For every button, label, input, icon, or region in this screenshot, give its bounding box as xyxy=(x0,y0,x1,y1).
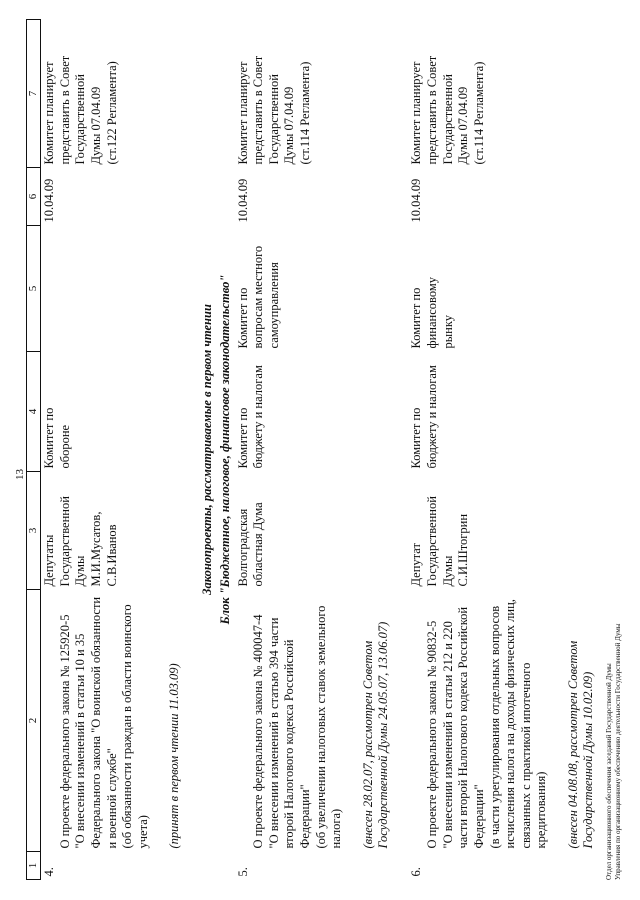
bill-cell xyxy=(235,590,409,852)
co-committee-cell: Комитет по вопросам местного самоуправления xyxy=(235,245,281,349)
page-number: 13 xyxy=(14,469,26,480)
table-row xyxy=(408,20,613,880)
column-number: 7 xyxy=(27,20,41,168)
co-committee-cell: Комитет по финансовому рынку xyxy=(409,276,455,349)
committee-cell: Комитет по бюджету и налогам xyxy=(235,365,266,469)
comment-cell: Комитет планирует представить в Совет Государственной Думы 07.04.09 (ст.114 Регламента) xyxy=(409,55,486,165)
column-number: 1 xyxy=(27,852,41,880)
column-number: 6 xyxy=(27,168,41,226)
table-row xyxy=(235,20,409,880)
footer xyxy=(605,624,623,880)
date-cell: 10.04.09 xyxy=(235,178,250,223)
column-number: 4 xyxy=(27,352,41,472)
table-row xyxy=(41,20,200,880)
bill-note: (внесен 28.02.07, рассмотрен Советом Государственной Думы 24.05.07, 13.06.07) xyxy=(360,621,391,849)
section-heading: Законопроекты, рассматриваемые в первом чтении xyxy=(200,304,215,595)
initiator-cell: Депутат Государственной Думы С.И.Штогрин xyxy=(409,496,471,587)
row-number: 5. xyxy=(235,867,250,877)
section-heading-row xyxy=(199,20,217,880)
bill-cell xyxy=(41,590,200,852)
committee-cell: Комитет по обороне xyxy=(42,407,72,469)
bill-cell xyxy=(408,590,613,852)
column-number-row xyxy=(27,20,41,880)
date-cell: 10.04.09 xyxy=(409,178,424,223)
comment-cell: Комитет планирует представить в Совет Государственной Думы 07.04.09 (ст.122 Регламента) xyxy=(42,55,119,165)
bill-title: О проекте федерального закона № 125920-5 "О внесении изменений в статьи 10 и 35 Федерального закона "О воинской обязанности и военной службе" (об обязанности граждан в области воинского учета) xyxy=(57,596,150,849)
bill-note: (принят в первом чтении 11.03.09) xyxy=(167,663,181,849)
agenda-table xyxy=(26,19,614,880)
column-number: 3 xyxy=(27,472,41,590)
bill-title: О проекте федерального закона № 400047-4 "О внесении изменений в статью 394 части второй Налогового кодекса Российской Федерации" (об увеличении налоговых ставок земельного налога) xyxy=(251,605,344,849)
bill-note: (внесен 04.08.08, рассмотрен Советом Государственной Думы 10.02.09) xyxy=(565,640,596,849)
row-number: 6. xyxy=(409,867,424,877)
footer-line: Отдел организационного обеспечения заседаний Государственной Думы xyxy=(605,663,613,880)
footer-line: Управления по организационному обеспечению деятельности Государственной Думы xyxy=(614,623,622,880)
row-number: 4. xyxy=(42,867,56,877)
co-committee-cell xyxy=(41,226,200,352)
bill-title: О проекте федерального закона № 90832-5 "О внесении изменений в статьи 212 и 220 части второй Налогового кодекса Российской Федерации" (в части урегулирования отдельных вопросов исчисления налога на доходы физических лиц, связанных с практикой ипотечного кредитования) xyxy=(425,599,549,849)
comment-cell: Комитет планирует представить в Совет Государственной Думы 07.04.09 (ст.114 Регламента) xyxy=(235,55,312,165)
column-number: 5 xyxy=(27,226,41,352)
committee-cell: Комитет по бюджету и налогам xyxy=(409,365,439,469)
block-heading: Блок "Бюджетное, налоговое, финансовое законодательство" xyxy=(217,274,232,625)
initiator-cell: Депутаты Государственной Думы М.И.Мусатов, С.В.Иванов xyxy=(42,496,119,587)
date-cell: 10.04.09 xyxy=(42,178,56,223)
block-heading-row xyxy=(217,20,235,880)
column-number: 2 xyxy=(27,590,41,852)
initiator-cell: Волгоградская областная Дума xyxy=(235,502,266,587)
